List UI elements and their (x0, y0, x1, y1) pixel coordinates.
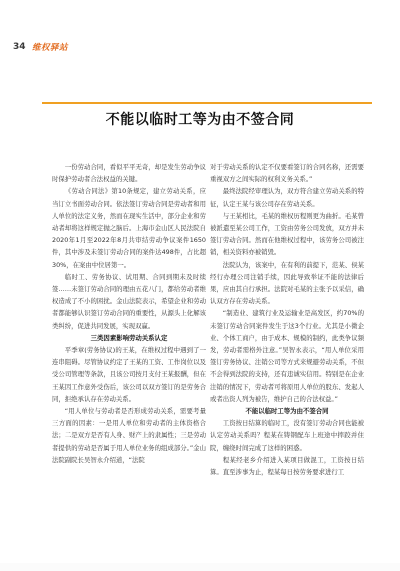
paragraph: 平季章(劳务协议)的王某，在维权过程中遇到了一连串阻碍。尽管协议约定了王某的工资、工作岗位以及受公司管理等条款，且该公司按月支付王某报酬，但在王某因工作意外受伤后，该公司以双方签订的是劳务合同，拒绝承认存在劳动关系。 (52, 346, 206, 403)
right-column (210, 161, 364, 478)
paragraph: 对于劳动关系的认定不仅要看签订的合同名称，还需要重视双方之间实际的权利义务关系。” (210, 163, 364, 184)
page-footer (0, 563, 400, 571)
paragraph: 临时工、劳务协议、试用期、合同到期未及时续签……未签订劳动合同的理由五花八门，都给劳动者维权造成了不小的困扰。金山法院表示，希望企业和劳动者都能够认识签订劳动合同的重要性，从源头上化解该类纠纷，促进共同发展，实现双赢。 (52, 272, 206, 330)
page-number: 34 (13, 42, 26, 52)
section-subhead: 不能以临时工等为由不签合同 (245, 407, 329, 416)
paragraph: 与王某相比，毛某的维权历程则更为曲折。毛某曾被派遣至某公司工作，工资由劳务公司发放，双方并未签订劳动合同。然而在他维权过程中，该劳务公司被注销，相关资料亦被销毁。 (210, 211, 364, 257)
article-title: 不能以临时工等为由不签合同 (105, 112, 295, 128)
paragraph: 程某经老乡介绍进入某项目做混工，工资按日结算。直至涉事为止，程某每日按劳务要求进行工 (210, 455, 364, 477)
paragraph: 最终法院经审理认为，双方符合建立劳动关系的特征，认定王某与该公司存在劳动关系。 (210, 187, 364, 208)
column-name: 维权驿站 (32, 43, 69, 53)
paragraph: 一份劳动合同，看似平平无奇，却是发生劳动争议时保护劳动者合法权益的关键。 (52, 163, 206, 184)
paragraph: 法院认为，该案中，在有利的前提下，范某、侯某经行办理公司注销手续，因此导致举证不能的法律后果，应由其自行承担。法院对毛某的主张予以采信，确认双方存在劳动关系。 (210, 260, 364, 306)
paragraph: 工资按日结算的临时工，没有签订劳动合同也能被认定劳动关系吗？程某在铸钢配车上班途中摔跤并住院，缠绕时间完成了这样的困惑。 (210, 419, 364, 452)
paragraph: “用人单位与劳动者是否形成劳动关系，需要考量三方面的因素：一是用人单位和劳动者的主体资格合法；二是双方是否有人身、财产上的隶属性；三是劳动者提供的劳动是否属于用人单位业务的组成部分。”金山法院副院长吴智永介绍道，“法院 (52, 407, 206, 464)
title-accent-bar (42, 102, 372, 104)
paragraph: 《劳动合同法》第10条规定，建立劳动关系，应当订立书面劳动合同。依法签订劳动合同是劳动者和用人单位的法定义务，然而在现实生活中，部分企业和劳动者却将这样规定抛之脑后。上海市金山区人民法院自2020年1月至2022年8月共审结劳动争议案件1650件，其中涉及未签订劳动合同的案件达498件，占比超30%，在案由中位居第一。 (52, 187, 206, 269)
page-header (0, 0, 400, 60)
paragraph: “制造业、建筑行业及运输业是高发区，约70%的未签订劳动合同案件发生于这3个行业。尤其是小微企业、个体工商户，由于成本、规模的制约，此类争议频发，劳动者需格外注意。”吴智永表示，“用人单位采用签订劳务协议、注销公司等方式来规避劳动关系，不但不会得到法院的支持，还有违诚实信用。特别是在企业注销的情况下，劳动者可将原用人单位的股东、发起人或者出资人列为被告，维护自己的合法权益。” (210, 309, 364, 403)
section-subhead: 三类因素影响劳动关系认定 (90, 333, 168, 342)
left-column (52, 161, 206, 466)
